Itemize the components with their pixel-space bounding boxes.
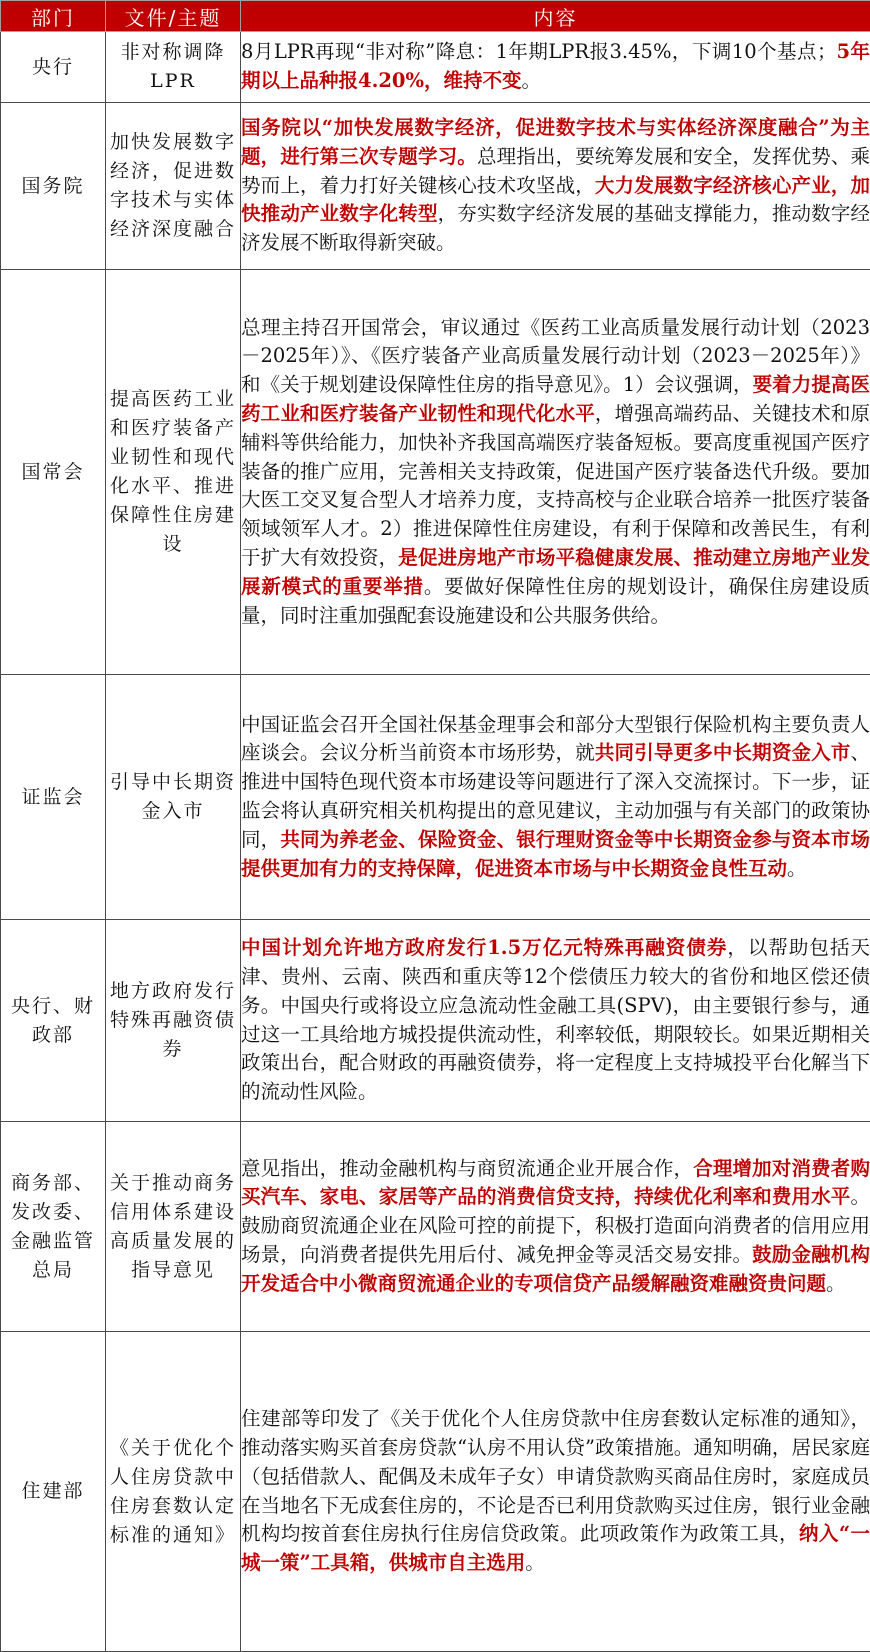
dept-cell: 住建部 [1,1332,106,1652]
dept-cell: 商务部、发改委、金融监管总局 [1,1122,106,1332]
highlighted-text: 中国计划允许地方政府发行1.5万亿元特殊再融资债券 [241,936,727,959]
topic-cell: 地方政府发行特殊再融资债券 [106,920,241,1122]
topic-cell: 引导中长期资金入市 [106,675,241,920]
highlighted-text: 5年期以上品种报4.20%，维持不变 [241,40,870,92]
dept-cell: 央行、财政部 [1,920,106,1122]
body-text: 。 [787,857,807,880]
table-row [1,675,870,920]
column-header-dept: 部门 [1,1,106,32]
topic-cell: 关于推动商务信用体系建设高质量发展的指导意见 [106,1122,241,1332]
table-row [1,1332,870,1652]
table-header-row [1,1,870,32]
highlighted-text: 国务院以“加快发展数字经济，促进数字技术与实体经济深度融合”为主题，进行第三次专题学习。 [241,116,870,168]
dept-cell: 央行 [1,32,106,103]
body-text: 。 [826,1272,846,1295]
body-text: ，增强高端药品、关键技术和原辅料等供给能力，加快补齐我国高端医疗装备短板。要高度重视国产医疗装备的推广应用，完善相关支持政策，促进国产医疗装备迭代升级。要加大医工交叉复合型人才培养力度，支持高校与企业联合培养一批医疗装备领域领军人才。2）推进保障性住房建设，有利于保障和改善民生，有利于扩大有效投资， [241,402,870,569]
topic-cell: 非对称调降LPR [106,32,241,103]
body-text: 8月LPR再现“非对称”降息：1年期LPR报3.45%，下调10个基点； [241,40,836,63]
content-cell [241,270,870,675]
topic-cell: 加快发展数字经济，促进数字技术与实体经济深度融合 [106,103,241,270]
body-text: 。鼓励商贸流通企业在风险可控的前提下，积极打造面向消费者的信用应用场景，向消费者提供先用后付、减免押金等灵活交易安排。 [241,1185,870,1266]
body-text: 住建部等印发了《关于优化个人住房贷款中住房套数认定标准的通知》，推动落实购买首套房贷款“认房不用认贷”政策措施。通知明确，居民家庭（包括借款人、配偶及未成年子女）申请贷款购买商品住房时，家庭成员在当地名下无成套住房的，不论是否已利用贷款购买过住房，银行业金融机构均按首套住房执行住房信贷政策。此项政策作为政策工具， [241,1407,870,1545]
highlighted-text: 共同为养老金、保险资金、银行理财资金等中长期资金参与资本市场提供更加有力的支持保障，促进资本市场与中长期资金良性互动 [241,828,870,880]
highlighted-text: 纳入“一城一策”工具箱，供城市自主选用 [241,1522,870,1574]
body-text: 、推进中国特色现代资本市场建设等问题进行了深入交流探讨。下一步，证监会将认真研究相关机构提出的意见建议，主动加强与有关部门的政策协同， [241,741,870,850]
content-cell [241,32,870,103]
highlighted-text: 合理增加对消费者购买汽车、家电、家居等产品的消费信贷支持，持续优化利率和费用水平 [241,1157,870,1209]
highlighted-text: 鼓励金融机构开发适合中小微商贸流通企业的专项信贷产品缓解融资难融资贵问题 [241,1243,870,1295]
body-text: 意见指出，推动金融机构与商贸流通企业开展合作， [241,1157,693,1180]
body-text: 总理主持召开国常会，审议通过《医药工业高质量发展行动计划（2023－2025年）》、《医疗装备产业高质量发展行动计划（2023－2025年）》和《关于规划建设保障性住房的指导意见》。1）会议强调， [241,316,870,397]
content-cell [241,920,870,1122]
content-cell [241,103,870,270]
dept-cell: 国常会 [1,270,106,675]
topic-cell: 提高医药工业和医疗装备产业韧性和现代化水平、推进保障性住房建设 [106,270,241,675]
body-text: 总理指出，要统筹发展和安全，发挥优势、乘势而上，着力打好关键核心技术攻坚战， [241,145,870,197]
body-text: ，夯实数字经济发展的基础支撑能力，推动数字经济发展不断取得新突破。 [241,202,870,254]
topic-cell: 《关于优化个人住房贷款中住房套数认定标准的通知》 [106,1332,241,1652]
table-row [1,920,870,1122]
body-text: 。 [525,1551,545,1574]
column-header-topic: 文件/主题 [106,1,241,32]
content-cell [241,675,870,920]
body-text: 。要做好保障性住房的规划设计，确保住房建设质量，同时注重加强配套设施建设和公共服务供给。 [241,575,870,627]
dept-cell: 国务院 [1,103,106,270]
table-row [1,270,870,675]
body-text: ，以帮助包括天津、贵州、云南、陕西和重庆等12个偿债压力较大的省份和地区偿还债务。中国央行或将设立应急流动性金融工具(SPV)，由主要银行参与，通过这一工具给地方城投提供流动性，利率较低，期限较长。如果近期相关政策出台，配合财政的再融资债券，将一定程度上支持城投平台化解当下的流动性风险。 [241,936,870,1103]
highlighted-text: 共同引导更多中长期资金入市 [595,741,851,764]
table-row [1,103,870,270]
body-text: 。 [522,69,542,92]
table-row [1,32,870,103]
highlighted-text: 是促进房地产市场平稳健康发展、推动建立房地产业发展新模式的重要举措 [241,546,870,598]
dept-cell: 证监会 [1,675,106,920]
highlighted-text: 要着力提高医药工业和医疗装备产业韧性和现代化水平 [241,373,870,425]
column-header-content: 内容 [241,1,870,32]
content-cell [241,1332,870,1652]
table-row [1,1122,870,1332]
body-text: 中国证监会召开全国社保基金理事会和部分大型银行保险机构主要负责人座谈会。会议分析当前资本市场形势，就 [241,713,870,765]
content-cell [241,1122,870,1332]
highlighted-text: 大力发展数字经济核心产业，加快推动产业数字化转型 [241,174,870,226]
